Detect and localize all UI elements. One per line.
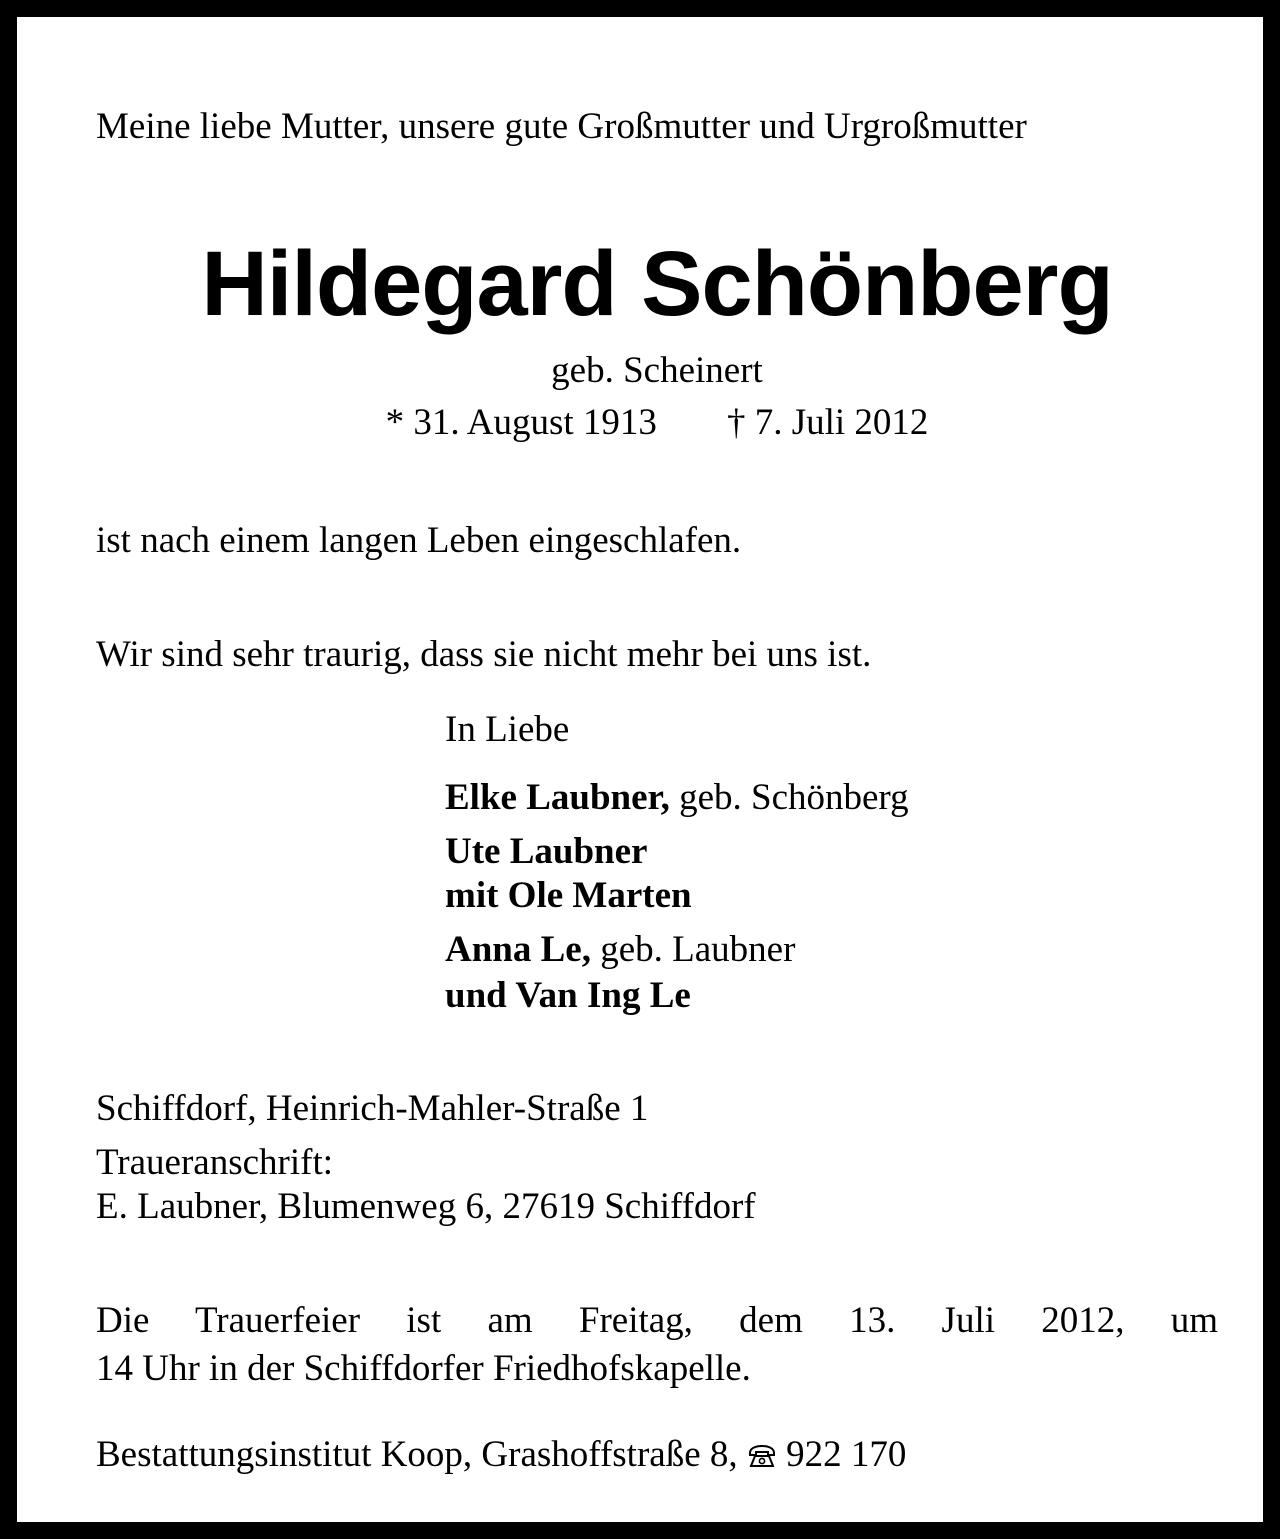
life-dates [17,399,1280,447]
signatory-ute-partner-name: mit Ole Marten [445,875,692,916]
intro-text: Meine liebe Mutter, unsere gute Großmutter und Urgroßmutter [96,106,1027,147]
death-date: † 7. Juli 2012 [726,402,929,443]
birth-date: * 31. August 1913 [385,402,657,443]
telephone-icon [747,1431,777,1479]
signatory-elke-maiden: geb. Schönberg [679,777,909,818]
residence-address: Schiffdorf, Heinrich-Mahler-Straße 1 [96,1088,649,1129]
signatory-ute [445,829,647,875]
closing-text: In Liebe [445,709,570,750]
maiden-name: geb. Scheinert [551,350,763,391]
signatory-anna-maiden: geb. Laubner [600,929,796,970]
grief-text: Wir sind sehr traurig, dass sie nicht mehr bei uns ist. [96,634,872,675]
ceremony-line-1: Die Trauerfeier ist am Freitag, dem 13. Juli 2012, um [96,1300,1218,1341]
deceased-name: Hildegard Schönberg [201,233,1113,335]
funeral-home [96,1431,906,1479]
signatory-elke-name: Elke Laubner, [445,777,670,818]
signatory-ute-name: Ute Laubner [445,831,648,872]
mourning-address: E. Laubner, Blumenweg 6, 27619 Schiffdorf [96,1186,756,1227]
signatory-elke [445,775,909,821]
funeral-home-text: Bestattungsinstitut Koop, Grashoffstraße 8, [96,1434,738,1475]
signatory-anna [445,927,795,973]
signatory-anna-partner-name: und Van Ing Le [445,975,691,1016]
signatory-ute-partner [445,873,692,919]
signatory-anna-name: Anna Le, [445,929,591,970]
mourning-address-label: Traueranschrift: [96,1142,334,1183]
signatory-anna-partner [445,973,691,1019]
funeral-home-phone: 922 170 [786,1434,907,1475]
ceremony-info [96,1297,1218,1393]
passing-text: ist nach einem langen Leben eingeschlafen. [96,520,742,561]
ceremony-line-2: 14 Uhr in der Schiffdorfer Friedhofskapelle. [96,1348,751,1389]
